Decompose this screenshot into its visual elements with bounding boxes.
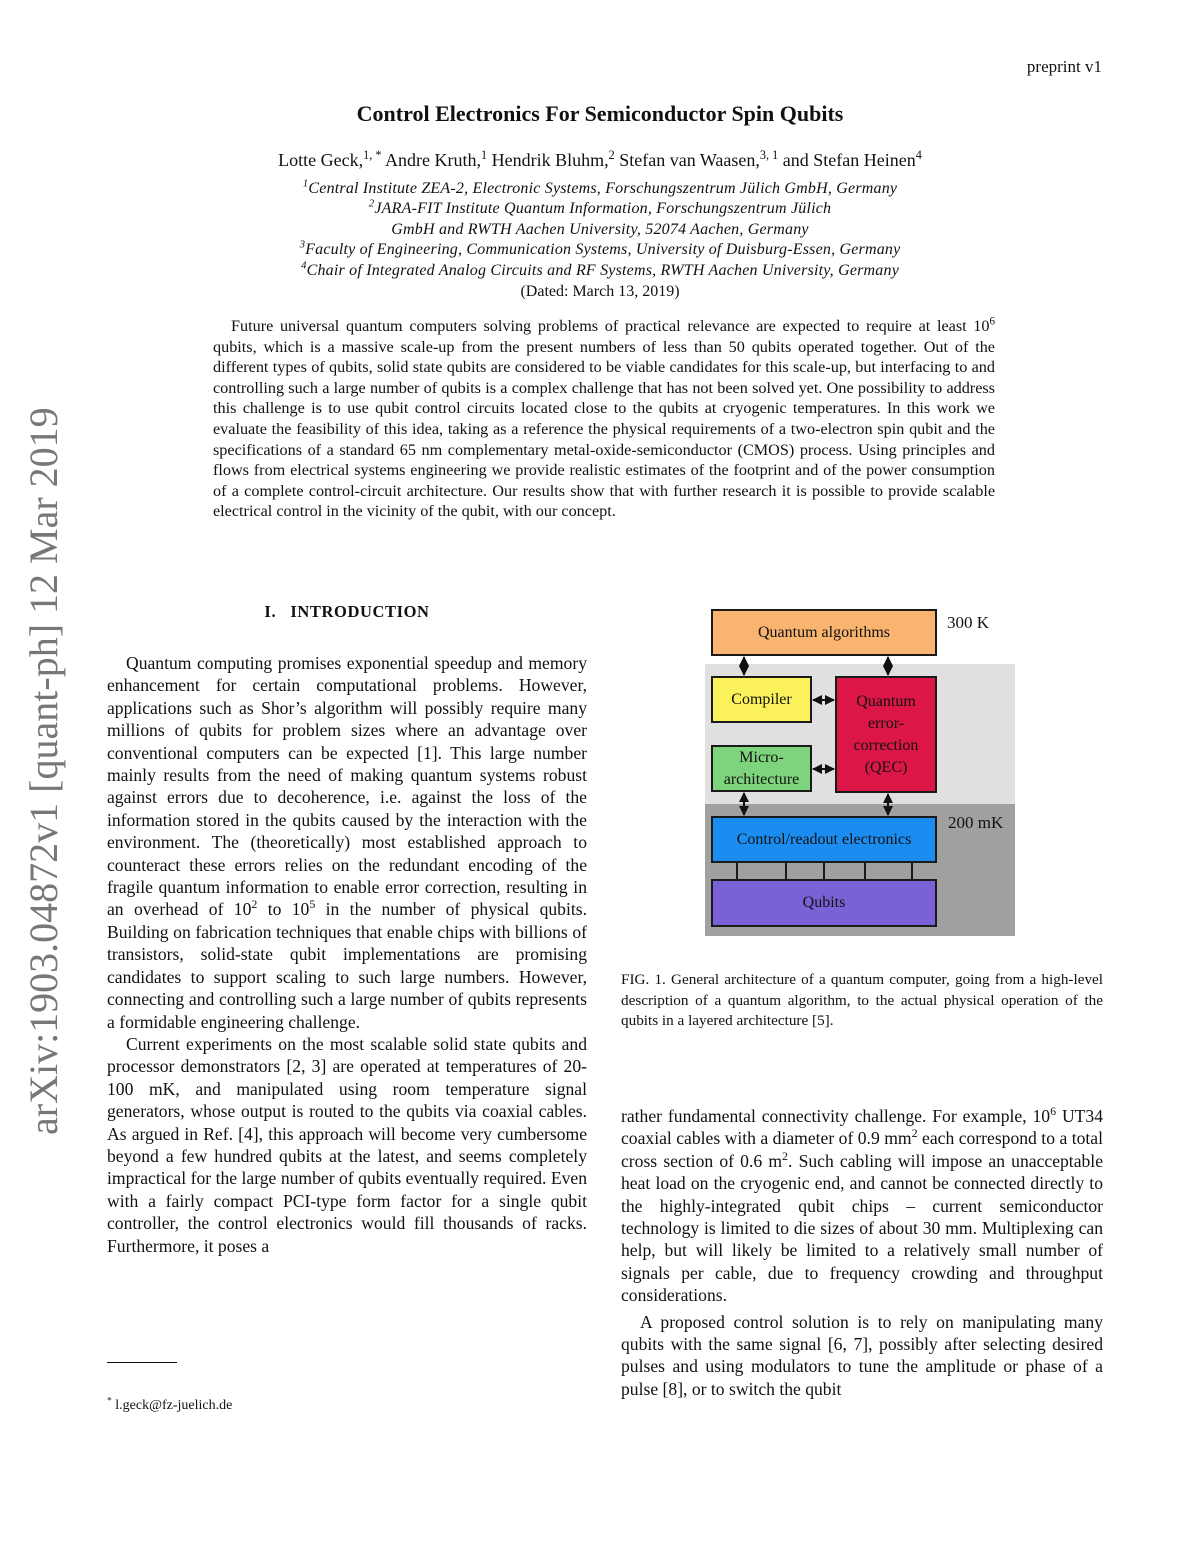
paragraph: Quantum computing promises exponential speedup and memory enhancement for certain computational problems. However, applications such as Shor’s algorithm will possibly require many millions of qubits for problem sizes where an advantage over conventional computers can be expected [1]. This large number mainly results from the need of making quantum systems robust against errors due to decoherence, i.e. against the loss of the information stored in the qubits caused by the interaction with the environment. The (theoretically) most established approach to counteract these errors relies on the redundant encoding of the fragile quantum information to enable error correction, resulting in an overhead of $10^2$ to $10^5$ in the number of physical qubits. Building on fabrication techniques that enable chips with billions of transistors, solid-state qubit implementations are promising candidates to support scaling to such large numbers. However, connecting and controlling such a large number of qubits represents a formidable engineering challenge. [107, 653, 588, 1032]
left-column-text [107, 652, 587, 1257]
author-name: Andre Kruth, [381, 150, 481, 170]
box-qec: Quantum error- correction (QEC) [835, 676, 937, 793]
affiliation: GmbH and RWTH Aachen University, 52074 Aachen, Germany [391, 221, 809, 238]
author-name: and Stefan Heinen [778, 150, 916, 170]
box-quantum-algorithms: Quantum algorithms [711, 609, 937, 656]
architecture-figure [705, 605, 1017, 937]
temperature-label-300k: 300 K [947, 613, 990, 632]
author-affiliation-mark: 4 [915, 148, 922, 162]
affiliation: $^2$JARA-FIT Institute Quantum Information, Forschungszentrum Jülich [368, 197, 832, 217]
footnote-rule [107, 1362, 177, 1363]
affiliation: $^4$Chair of Integrated Analog Circuits and RF Systems, RWTH Aachen University, Germany [300, 259, 900, 279]
section-heading: I. INTRODUCTION [264, 602, 430, 621]
author-name: Lotte Geck, [278, 150, 364, 170]
footnote: * l.geck@fz-juelich.de [107, 1396, 233, 1413]
paragraph: A proposed control solution is to rely on manipulating many qubits with the same signal [6, 7], possibly after selecting desired pulses and using modulators to tune the amplitude or phase of a pulse [8], or to switch the qubit [621, 1311, 1103, 1399]
arrows-layer [705, 605, 1017, 937]
box-control-readout: Control/readout electronics [711, 816, 937, 863]
author-name: Hendrik Bluhm, [487, 150, 609, 170]
paragraph: rather fundamental connectivity challenge. For example, $10^6$ UT34 coaxial cables with a diameter of 0.9 $mm^2$ each correspond to a total cross section of 0.6 $m^2$. Such cabling will impose an unacceptable heat load on the cryogenic end, and cannot be connected directly to the highly-integrated qubit chips – current semiconductor technology is limited to die sizes of about 30 mm. Multiplexing can help, but will likely be limited to a relatively small number of signals per cable, due to frequency crowding and throughput considerations. [621, 1104, 1103, 1306]
box-microarchitecture: Micro- architecture [711, 745, 812, 792]
preprint-label: preprint v1 [1026, 57, 1102, 76]
figure-caption: FIG. 1. General architecture of a quantum computer, going from a high-level description of a quantum algorithm, to the actual physical operation of the qubits in a layered architecture [5]. [621, 971, 1103, 1030]
affiliation: $^3$Faculty of Engineering, Communication Systems, University of Duisburg-Essen, Germany [299, 238, 901, 258]
author-affiliation-mark: 3, 1 [759, 148, 779, 162]
author-affiliation-mark: 2 [608, 148, 615, 162]
arxiv-side-stamp: arXiv:1903.04872v1 [quant-ph] 12 Mar 2019 [21, 407, 66, 1135]
paragraph: Current experiments on the most scalable solid state qubits and processor demonstrators [2, 3] are operated at temperatures of 20-100 mK, and manipulated using room temperature signal generators, whose output is routed to the qubits via coaxial cables. As argued in Ref. [4], this approach will become very cumbersome beyond a few hundred qubits at the latest, and seems completely impractical for the large number of qubits eventually required. Even with a fairly compact PCI-type form factor for a single qubit controller, the control electronics would fill thousands of racks. Furthermore, it poses a [107, 1033, 587, 1256]
date-line: (Dated: March 13, 2019) [520, 283, 680, 300]
author-list [0, 150, 1200, 171]
box-compiler: Compiler [711, 676, 812, 723]
paper-title: Control Electronics For Semiconductor Spin Qubits [356, 101, 844, 126]
temperature-label-200mk: 200 mK [948, 813, 1004, 832]
author-name: Stefan van Waasen, [614, 150, 760, 170]
abstract: Future universal quantum computers solving problems of practical relevance are expected to require at least $10^6$ qubits, which is a massive scale-up from the present numbers of less than 50 qubits operated together. Out of the different types of qubits, solid state qubits are considered to be viable candidates for this scale-up, but interfacing to and controlling such a large number of qubits is a complex challenge that has not been solved yet. One possibility to address this challenge is to use qubit control circuits located close to the qubits at cryogenic temperatures. In this work we evaluate the feasibility of this idea, taking as a reference the physical requirements of a two-electron spin qubit and the specifications of a standard 65 nm complementary metal-oxide-semiconductor (CMOS) process. Using principles and flows from electrical systems engineering we provide realistic estimates of the footprint and of the power consumption of a complete control-circuit architecture. Our results show that with further research it is possible to provide scalable electrical control in the vicinity of the qubit, with our concept. [213, 315, 995, 521]
affiliation: $^1$Central Institute ZEA-2, Electronic Systems, Forschungszentrum Jülich GmbH, Germany [302, 177, 898, 197]
author-affiliation-mark: 1 [480, 148, 488, 162]
author-affiliation-mark: 1, * [363, 148, 382, 162]
right-column-text [621, 1105, 1103, 1400]
box-qubits: Qubits [711, 879, 937, 927]
